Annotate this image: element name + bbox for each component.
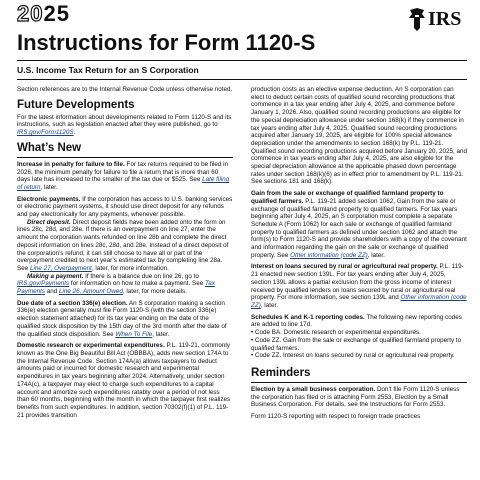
making-payment-and: and [45, 288, 60, 296]
right-column [251, 86, 467, 425]
sound-recording-paragraph: production costs as an elective expense deduction. An S corporation can elect to deduct certain costs of qualified sound recording productions that commence in a tax year ending after July 4, 2025, and commence before January 1, 2026. Also, qualified sound recording productions are eligible for the special depreciation allowance under section 168(k) if they commence in tax years ending after July 4, 2025. Qualified sound recording productions acquired after January 19, 2025, are eligible for 100% special allowance depreciation under the amendments to section 168(k) by P.L. 119-21. Qualified sound recording productions acquired before January 20, 2025, and commence in tax years ending after July 4, 2025, are also eligible for the special depreciation allowance at the applicable phased down percentage rates under section 168(k)(6) as in effect prior to amendment by P.L. 119-21. See sections 181 and 168(k). [251, 86, 467, 186]
reporting-codes-heading: Schedules K and K-1 reporting codes. [251, 313, 365, 321]
farmland-heading: Gain from the sale or exchange of qualified farmland property to qualified farmers. [251, 190, 444, 205]
penalty-text: For tax returns required to be filed in 2026, the minimum penalty for failure to file a return that is more than 60 days late has increased to the smaller of the tax due or $525. See [17, 160, 229, 184]
section-336e-text: An S corporation making a section 336(e) election generally must file Form 1120-S (with the section 336(e) election statement attached) for its tax year ending on the date of the qualified stock disposition by the 15th day of the 3rd month after the date of the qualified stock disposition. See [17, 299, 227, 338]
electronic-payments-paragraph [17, 196, 233, 219]
page-subtitle: U.S. Income Tax Return for an S Corporation [17, 65, 199, 75]
section-336e-heading: Due date of a section 336(e) election. [17, 299, 128, 307]
penalty-end: , later. [40, 183, 58, 191]
research-expenditures-paragraph [17, 342, 233, 419]
making-payment-paragraph [17, 273, 233, 296]
research-expenditures-text: P.L. 119-21, commonly known as the One Big Beautiful Bill Act (OBBBA), adds new section 174A to the Internal Revenue Code. Section 174A(a) allows taxpayers to deduct amounts paid or incurred for domestic research and experimental expenditures in tax years beginning after 2024. Alternatively, under section 174A(c), a taxpayer may elect to charge such expenditures to a capital account and amortize such expenditures ratably over a period of not less than 60 months, beginning with the month in which the taxpayer first realizes benefits from such expenditures. In addition, section 70302(f)(1) of P.L. 119-21 provides transition [17, 342, 231, 419]
making-payment-text: If there is a balance due on line 26, go to [83, 272, 199, 280]
rural-loans-text: P.L. 119-21 enacted new section 139L. For tax years ending after July 4, 2025, section 139L allows a partial exclusion from the gross income of interest received by qualified lenders on loans secured by rural or agricultural real property. For more information, see section 139L and [251, 263, 464, 302]
direct-deposit-paragraph [17, 219, 233, 273]
farmland-end: , later. [367, 251, 385, 259]
future-end: . [73, 129, 76, 137]
overpayment-link[interactable]: Line 27, Overpayment [29, 264, 92, 272]
amount-owed-link[interactable]: Line 26. Amount Owed [59, 288, 123, 296]
left-column [17, 86, 233, 423]
penalty-heading: Increase in penalty for failure to file. [17, 160, 125, 168]
eagle-icon [407, 6, 427, 32]
direct-deposit-text: Direct deposit fields have been added onto the form on lines 28c, 28d, and 28e. If there is an overpayment on line 27, enter the amount the corporation wants refunded on line 28b and complete the direct deposit information on lines 28c, 28d, and 28e. Instead of a direct deposit of the corporation’s refund, it can still choose to have all or part of the overpayment credited to next year’s estimated tax by completing line 28a. See [17, 218, 229, 272]
future-developments-heading: Future Developments [17, 98, 135, 111]
year-prefix: 20 [17, 1, 44, 26]
reporting-codes-paragraph [251, 314, 467, 329]
subtitle-rule [17, 79, 467, 80]
list-item: • Code ZZ. Interest on loans secured by rural or agricultural real property. [251, 352, 455, 360]
rural-loans-end: , later. [260, 301, 278, 309]
making-payment-mid: for information on how to make a payment. See [69, 280, 205, 288]
research-expenditures-heading: Domestic research or experimental expenditures. [17, 342, 165, 350]
whats-new-rule [17, 157, 233, 158]
direct-deposit-end: , later, for more information. [91, 264, 169, 272]
penalty-paragraph [17, 161, 233, 192]
reminders-heading: Reminders [251, 366, 311, 379]
reporting-codes-text: The following new reporting codes are added to line 17d. [251, 313, 462, 329]
intro-text: Section references are to the Internal Revenue Code unless otherwise noted. [17, 86, 233, 93]
year-suffix: 25 [43, 1, 70, 26]
election-text: Don’t file Form 1120-S unless the corporation has filed or is attaching Form 2553, Election by a Small Business Corporation. For details, see the Instructions for Form 2553. [251, 385, 460, 409]
section-336e-paragraph [17, 300, 233, 339]
list-item: • Code ZZ. Gain from the sale or exchange of qualified farmland property to qualified farmers. [251, 336, 462, 352]
form1120s-link[interactable]: IRS.gov/Form1120S [17, 129, 74, 137]
election-paragraph [251, 386, 467, 409]
rural-loans-heading: Interest on loans secured by rural or agricultural real property. [251, 263, 438, 271]
tax-payments-link[interactable]: Tax Payments [17, 280, 215, 296]
electronic-payments-text: If the corporation has access to U.S. banking services or electronic payment systems, it should use direct deposit for any refunds and pay electronically for any payments, whenever possible. [17, 195, 233, 219]
section-336e-end: , later. [152, 330, 170, 338]
reporting-codes-list [251, 329, 467, 360]
electronic-payments-heading: Electronic payments. [17, 195, 81, 203]
form-year [17, 2, 70, 26]
future-developments-text [17, 114, 233, 137]
payments-link[interactable]: IRS.gov/Payments [17, 280, 70, 288]
list-item: • Code BA. Domestic research or experimental expenditures. [251, 329, 421, 337]
other-info-link-2[interactable]: Other information (code ZZ) [251, 294, 467, 309]
other-info-link-1[interactable]: Other information (code ZZ) [290, 251, 368, 259]
foreign-trade-paragraph: Form 1120-S reporting with respect to foreign trade practices [251, 413, 421, 421]
farmland-paragraph [251, 190, 467, 259]
title-rule [17, 60, 467, 61]
future-text: For the latest information about developments related to Form 1120-S and its instructions, such as legislation enacted after they were published, go to [17, 113, 232, 129]
rural-loans-paragraph [251, 263, 467, 309]
farmland-text: P.L. 119-21 added section 1062, Gain from the sale or exchange of qualified farmland property to qualified farmers. For tax years beginning after July 4, 2025, an S corporation must complete a separate Schedule A (Form 1062) for each sale or exchange of qualified farmland property to qualified farmers as defined under section 1062 and attach the form(s) to Form 1120-S and provide shareholders with a copy of the covenant and information regarding the gain on the sale or exchange of qualified property. See [251, 197, 467, 259]
irs-logo-text: IRS [428, 7, 462, 30]
irs-logo [407, 6, 467, 32]
reminders-rule [251, 382, 467, 383]
late-filing-link[interactable]: Late filing of return [17, 176, 230, 191]
making-payment-end: , later, for more details. [122, 288, 187, 296]
direct-deposit-heading: Direct deposit. [27, 218, 71, 226]
when-to-file-link[interactable]: When To File [115, 330, 153, 338]
election-heading: Election by a small business corporation. [251, 385, 376, 393]
whats-new-heading: What’s New [17, 141, 82, 154]
making-payment-heading: Making a payment. [27, 272, 84, 280]
page-title: Instructions for Form 1120-S [17, 30, 316, 55]
